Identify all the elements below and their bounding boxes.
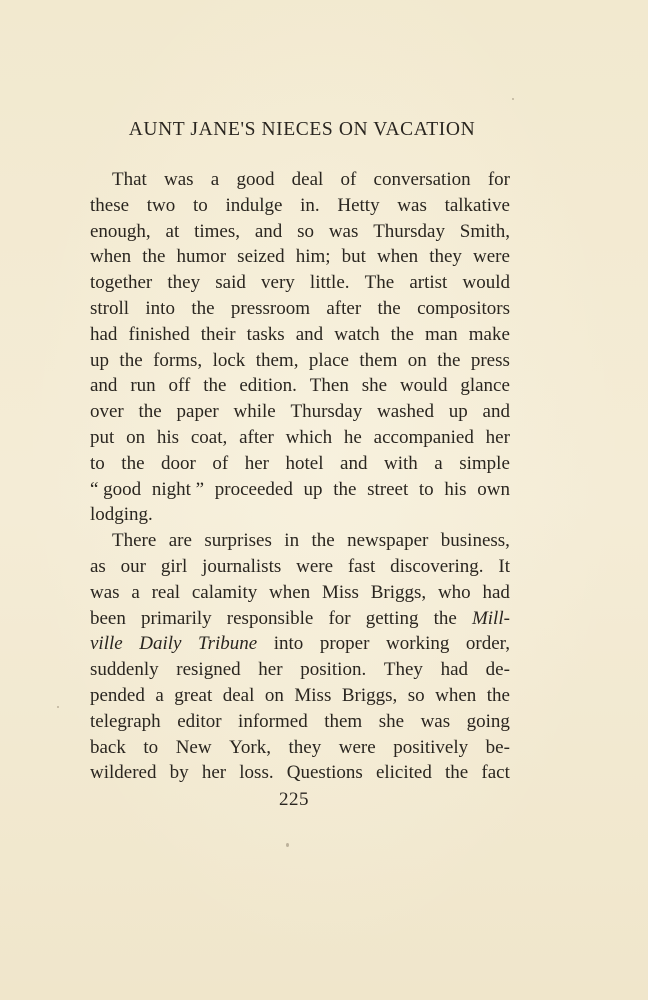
word: was: [420, 710, 451, 732]
text-line: [90, 657, 510, 683]
text-line: [90, 580, 510, 606]
text-line: [90, 760, 510, 786]
word: Smith,: [459, 220, 510, 242]
word: up: [303, 478, 323, 500]
word: to: [143, 736, 159, 758]
word: which: [285, 426, 333, 448]
word: getting: [365, 607, 419, 629]
word: by: [169, 762, 189, 784]
word: primarily: [140, 607, 212, 629]
word: the: [191, 297, 215, 319]
word: and: [254, 220, 283, 242]
text-line: [90, 373, 510, 399]
word: her: [485, 426, 510, 448]
word: him;: [295, 246, 331, 268]
word: the: [437, 349, 461, 371]
word: street: [367, 478, 409, 500]
word: and: [482, 401, 510, 423]
word: good: [236, 169, 275, 190]
word: Tribune: [198, 633, 258, 655]
word: simple: [459, 452, 510, 474]
word: be-: [485, 736, 510, 758]
word: two: [146, 194, 176, 216]
word: tasks: [246, 323, 285, 345]
text-line: [90, 244, 510, 270]
word: coat,: [190, 426, 228, 448]
word: fast: [347, 555, 376, 577]
word: when: [376, 246, 419, 268]
paper-speck: [57, 706, 59, 708]
word: humor: [176, 246, 227, 268]
word: would: [462, 272, 510, 294]
text-line: [90, 270, 510, 296]
word: the: [203, 375, 227, 397]
word: her: [258, 659, 283, 681]
text-line: [90, 709, 510, 735]
word: had: [482, 581, 510, 603]
word: the: [390, 323, 414, 345]
word: to: [418, 478, 434, 500]
word: were: [296, 555, 334, 577]
word: were: [338, 736, 376, 758]
text-line: [90, 606, 510, 632]
word: own: [477, 478, 510, 500]
word: the: [311, 530, 335, 552]
word: York,: [229, 736, 271, 758]
word: indulge: [225, 194, 283, 216]
word: press: [470, 349, 510, 371]
word: elicited: [375, 762, 432, 784]
word: had: [440, 659, 468, 681]
word: when: [269, 581, 311, 603]
word: while: [233, 401, 276, 423]
text-line: [90, 528, 510, 554]
word: their: [200, 323, 236, 345]
word: informed: [238, 710, 308, 732]
text-line: [90, 348, 510, 374]
word: her: [244, 452, 269, 474]
word: going: [466, 710, 510, 732]
word: little.: [309, 272, 350, 294]
word: Hetty: [337, 194, 380, 216]
word: them: [324, 710, 363, 732]
word: working: [386, 633, 450, 655]
word: pressroom: [230, 297, 311, 319]
word: our: [120, 555, 146, 577]
word: as: [90, 555, 106, 577]
word: conversation: [373, 169, 471, 190]
word: the: [377, 297, 401, 319]
word: the: [486, 684, 510, 706]
body-text: [90, 167, 510, 786]
text-line: [90, 193, 510, 219]
word: girl: [160, 555, 188, 577]
word: to: [192, 194, 208, 216]
word: deal: [222, 684, 255, 706]
text-line: [90, 631, 510, 657]
word: was: [164, 169, 194, 190]
word: New: [175, 736, 212, 758]
paper-speck: [512, 98, 514, 100]
word: man: [424, 323, 458, 345]
word: a: [434, 452, 443, 474]
word: was: [397, 194, 427, 216]
word: de-: [485, 659, 510, 681]
word: he: [343, 426, 362, 448]
word: said: [215, 272, 246, 294]
word: suddenly: [90, 659, 159, 681]
word: make: [468, 323, 510, 345]
word: They: [383, 659, 423, 681]
word: Miss: [294, 684, 332, 706]
word: loss.: [239, 762, 274, 784]
word: they: [429, 246, 462, 268]
word: his: [444, 478, 467, 500]
word: positively: [393, 736, 469, 758]
word: would: [399, 375, 448, 397]
word: was: [328, 220, 359, 242]
word: on: [407, 349, 427, 371]
word: discovering.: [390, 555, 484, 577]
word: after: [326, 297, 362, 319]
word: when: [90, 246, 132, 268]
running-head: AUNT JANE'S NIECES ON VACATION: [128, 119, 476, 140]
word: There: [112, 530, 157, 552]
word: after: [239, 426, 274, 448]
word: edition.: [239, 375, 297, 397]
word: Thursday: [373, 220, 445, 242]
word: The: [364, 272, 395, 294]
word: but: [341, 246, 366, 268]
word: a: [131, 581, 140, 603]
word: position.: [300, 659, 367, 681]
word: her: [201, 762, 227, 784]
word: hotel: [285, 452, 324, 474]
word: real: [151, 581, 181, 603]
word: them: [359, 349, 398, 371]
word: of: [212, 452, 229, 474]
word: in: [284, 530, 300, 552]
word: on: [264, 684, 284, 706]
word: together: [90, 272, 153, 294]
word: so: [297, 220, 314, 242]
word: It: [498, 555, 510, 577]
text-line: [90, 451, 510, 477]
word: over: [90, 401, 124, 423]
text-line: [90, 502, 510, 528]
word: finished: [128, 323, 190, 345]
word: the: [333, 478, 357, 500]
word: Mill-: [471, 607, 510, 629]
word: she: [378, 710, 405, 732]
word: at: [165, 220, 180, 242]
word: very: [261, 272, 295, 294]
word: the: [433, 607, 457, 629]
word: compositors: [417, 297, 510, 319]
word: who: [437, 581, 471, 603]
word: Daily: [139, 633, 182, 655]
word: a: [210, 169, 220, 190]
word: in.: [300, 194, 320, 216]
word: a: [155, 684, 164, 706]
text-line: [90, 296, 510, 322]
word: times,: [194, 220, 240, 242]
word: pended: [90, 684, 145, 706]
word: newspaper: [347, 530, 429, 552]
word: they: [167, 272, 201, 294]
word: business,: [440, 530, 510, 552]
word: and: [90, 375, 118, 397]
word: seized: [237, 246, 285, 268]
word: she: [361, 375, 388, 397]
word: night ”: [151, 478, 205, 500]
word: resigned: [176, 659, 241, 681]
text-line: [90, 322, 510, 348]
text-line: [90, 167, 510, 193]
word: editor: [177, 710, 222, 732]
word: deal: [291, 169, 324, 190]
text-line: [90, 425, 510, 451]
word: to: [90, 452, 105, 474]
text-line: [90, 399, 510, 425]
word: wildered: [90, 762, 157, 784]
word: into: [145, 297, 175, 319]
page-number: 225: [279, 789, 309, 810]
word: order,: [465, 633, 510, 655]
word: the: [142, 246, 166, 268]
word: up: [448, 401, 468, 423]
word: for: [487, 169, 510, 190]
text-line: [90, 219, 510, 245]
word: these: [90, 194, 130, 216]
word: lodging.: [90, 504, 153, 526]
word: place: [308, 349, 349, 371]
word: door: [161, 452, 196, 474]
word: them,: [255, 349, 299, 371]
word: artist: [409, 272, 448, 294]
text-line: [90, 554, 510, 580]
word: Miss: [321, 581, 359, 603]
word: with: [383, 452, 418, 474]
word: journalists: [202, 555, 282, 577]
word: been: [90, 607, 126, 629]
word: Briggs,: [341, 684, 398, 706]
word: into: [273, 633, 304, 655]
word: telegraph: [90, 710, 161, 732]
word: run: [130, 375, 156, 397]
word: were: [472, 246, 510, 268]
word: lock: [212, 349, 246, 371]
word: surprises: [204, 530, 272, 552]
word: off: [168, 375, 191, 397]
text-line: [90, 735, 510, 761]
word: Then: [309, 375, 349, 397]
word: Thursday: [290, 401, 363, 423]
word: are: [168, 530, 192, 552]
word: accompanied: [373, 426, 474, 448]
word: put: [90, 426, 115, 448]
word: for: [328, 607, 351, 629]
text-line: [90, 477, 510, 503]
word: so: [407, 684, 425, 706]
word: and: [295, 323, 324, 345]
word: they: [288, 736, 322, 758]
word: paper: [176, 401, 219, 423]
word: That: [112, 169, 147, 190]
word: on: [126, 426, 146, 448]
word: glance: [460, 375, 510, 397]
word: proper: [319, 633, 370, 655]
word: watch: [334, 323, 380, 345]
word: had: [90, 323, 118, 345]
word: “ good: [90, 478, 142, 500]
word: up: [90, 349, 109, 371]
word: was: [90, 581, 120, 603]
word: when: [435, 684, 477, 706]
word: forms,: [153, 349, 203, 371]
word: the: [121, 452, 145, 474]
word: stroll: [90, 297, 130, 319]
word: Briggs,: [370, 581, 427, 603]
word: of: [340, 169, 357, 190]
word: calamity: [191, 581, 258, 603]
word: his: [156, 426, 180, 448]
word: Questions: [286, 762, 363, 784]
word: talkative: [444, 194, 510, 216]
word: and: [340, 452, 368, 474]
word: proceeded: [214, 478, 293, 500]
word: responsible: [226, 607, 314, 629]
word: enough,: [90, 220, 151, 242]
word: ville: [90, 633, 123, 655]
word: washed: [377, 401, 434, 423]
word: great: [174, 684, 213, 706]
paper-speck: [286, 843, 289, 847]
word: the: [138, 401, 162, 423]
word: the: [445, 762, 469, 784]
word: back: [90, 736, 126, 758]
word: fact: [481, 762, 510, 784]
word: the: [119, 349, 143, 371]
text-line: [90, 683, 510, 709]
